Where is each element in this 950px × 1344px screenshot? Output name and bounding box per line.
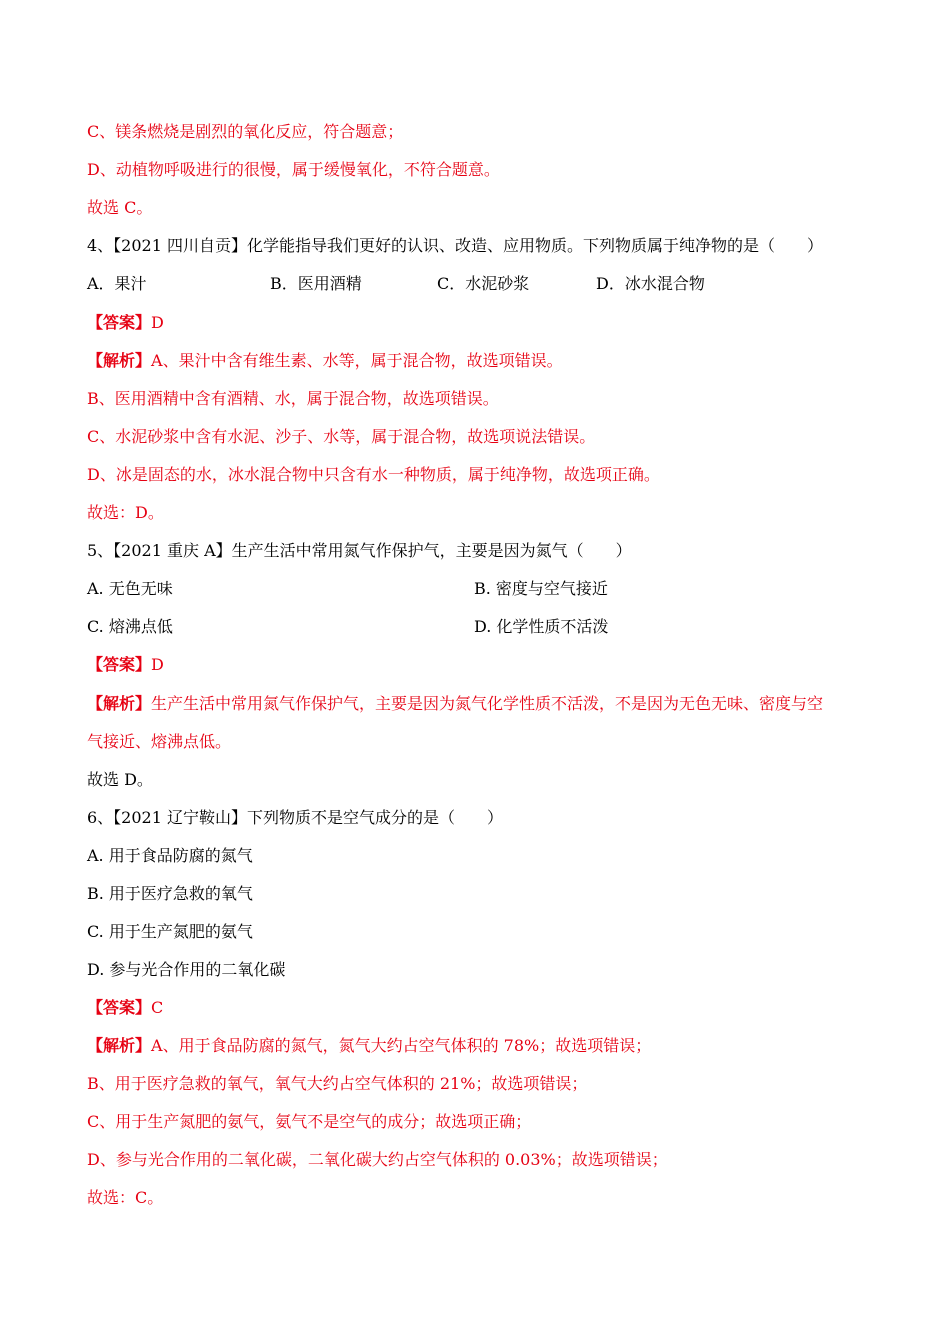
q4-option-a: A．果汁 xyxy=(87,274,147,293)
q4-option-c: C．水泥砂浆 xyxy=(437,274,530,293)
q5-analysis-label: 【解析】 xyxy=(87,694,152,713)
q4-stem: 4、【2021 四川自贡】化学能指导我们更好的认识、改造、应用物质。下列物质属于纯净物的是（ ） xyxy=(87,236,823,255)
q3-analysis-d: D、动植物呼吸进行的很慢，属于缓慢氧化，不符合题意。 xyxy=(87,160,500,179)
q5-option-d: D. 化学性质不活泼 xyxy=(474,617,609,636)
q6-option-d: D. 参与光合作用的二氧化碳 xyxy=(87,960,286,979)
q5-stem: 5、【2021 重庆 A】生产生活中常用氮气作保护气，主要是因为氮气（ ） xyxy=(87,541,632,560)
q4-answer-label: 【答案】 xyxy=(87,313,152,332)
q4-option-b: B．医用酒精 xyxy=(270,274,362,293)
q4-answer xyxy=(87,313,164,333)
q6-analysis-d: D、参与光合作用的二氧化碳，二氧化碳大约占空气体积的 0.03%；故选项错误； xyxy=(87,1150,668,1169)
q6-analysis-c: C、用于生产氮肥的氨气，氨气不是空气的成分；故选项正确； xyxy=(87,1112,532,1131)
q4-analysis-a xyxy=(87,351,563,371)
q6-option-c: C. 用于生产氮肥的氨气 xyxy=(87,922,253,941)
q5-conclusion: 故选 D。 xyxy=(87,770,153,789)
q4-analysis-b: B、医用酒精中含有酒精、水，属于混合物，故选项错误。 xyxy=(87,389,499,408)
q5-answer-label: 【答案】 xyxy=(87,655,152,674)
q5-analysis-text-1: 生产生活中常用氮气作保护气，主要是因为氮气化学性质不活泼，不是因为无色无味、密度与空 xyxy=(151,694,824,713)
q6-answer xyxy=(87,998,163,1018)
q4-analysis-text-a: A、果汁中含有维生素、水等，属于混合物，故选项错误。 xyxy=(151,351,563,370)
q4-analysis-c: C、水泥砂浆中含有水泥、沙子、水等，属于混合物，故选项说法错误。 xyxy=(87,427,596,446)
q5-analysis-line-1 xyxy=(87,694,823,714)
q6-stem: 6、【2021 辽宁鞍山】下列物质不是空气成分的是（ ） xyxy=(87,808,503,827)
q6-option-b: B. 用于医疗急救的氧气 xyxy=(87,884,253,903)
q5-option-c: C. 熔沸点低 xyxy=(87,617,173,636)
q6-analysis-text-a: A、用于食品防腐的氮气，氮气大约占空气体积的 78%；故选项错误； xyxy=(151,1036,652,1055)
q5-answer-value: D xyxy=(151,655,164,674)
q5-analysis-line-2: 气接近、熔沸点低。 xyxy=(87,732,232,751)
q5-answer xyxy=(87,655,164,675)
q3-conclusion: 故选 C。 xyxy=(87,198,153,217)
q4-conclusion: 故选：D。 xyxy=(87,503,164,522)
q5-option-a: A. 无色无味 xyxy=(87,579,173,598)
q6-analysis-label: 【解析】 xyxy=(87,1036,152,1055)
q3-analysis-c: C、镁条燃烧是剧烈的氧化反应，符合题意； xyxy=(87,122,404,141)
q4-analysis-d: D、冰是固态的水，冰水混合物中只含有水一种物质，属于纯净物，故选项正确。 xyxy=(87,465,660,484)
q5-option-b: B. 密度与空气接近 xyxy=(474,579,608,598)
q6-answer-value: C xyxy=(151,998,164,1017)
q6-analysis-b: B、用于医疗急救的氧气，氧气大约占空气体积的 21%；故选项错误； xyxy=(87,1074,588,1093)
q4-option-d: D．冰水混合物 xyxy=(596,274,705,293)
q6-answer-label: 【答案】 xyxy=(87,998,152,1017)
q6-analysis-a xyxy=(87,1036,651,1056)
q4-answer-value: D xyxy=(151,313,164,332)
q6-conclusion: 故选：C。 xyxy=(87,1188,164,1207)
q4-analysis-label: 【解析】 xyxy=(87,351,152,370)
q6-option-a: A. 用于食品防腐的氮气 xyxy=(87,846,253,865)
